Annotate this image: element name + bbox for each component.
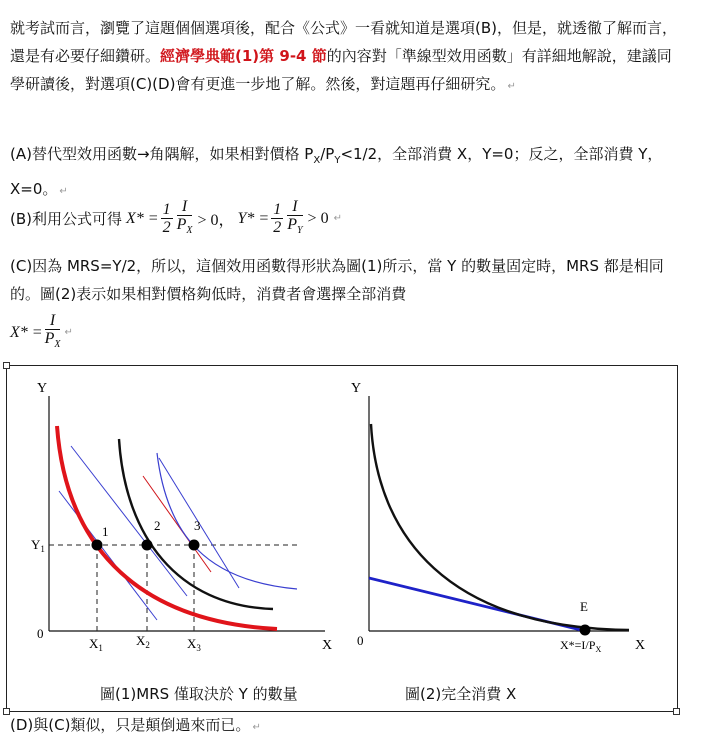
figure-1-caption: 圖(1)MRS 僅取決於 Y 的數量 — [100, 685, 298, 703]
py-subscript: Y — [334, 155, 341, 166]
fig2-y-label: Y — [351, 381, 362, 396]
resize-handle-bottom-left[interactable] — [3, 708, 10, 715]
price-sub-b: Y — [296, 225, 303, 237]
greater-zero: > 0， — [197, 212, 235, 230]
paragraph-mark: ↵ — [252, 722, 261, 733]
y1-label: $Y_1$ — [31, 537, 45, 554]
x-star-numerator: I — [45, 312, 61, 330]
x-star-formula-row — [10, 312, 73, 353]
half-fraction — [161, 201, 173, 236]
intro-text-b: 的內容對「準線型效用函數」有詳細地解說，建議同學研讀後，對選項(C)(D)會有更進一步地了解。然後，對這題再仔細研究。 — [10, 47, 672, 93]
slash-p: /P — [320, 145, 335, 163]
point-1 — [92, 540, 103, 551]
x1-label: $X_1$ — [89, 636, 103, 653]
option-a-text-b: <1/2，全部消費 X，Y=0；反之，全部消費 Y，X=0。 — [10, 145, 663, 198]
option-d-paragraph — [10, 711, 686, 742]
half-numerator: 1 — [162, 201, 171, 219]
budget-line-1 — [59, 491, 157, 620]
option-a-text: (A)替代型效用函數→角隅解，如果相對價格 P — [10, 145, 314, 163]
paragraph-mark: ↵ — [59, 186, 68, 197]
fig2-origin: 0 — [357, 633, 364, 648]
intro-paragraph — [10, 14, 686, 101]
price-denominator: P — [176, 216, 187, 233]
price-sub: X — [186, 225, 193, 237]
paragraph-mark: ↵ — [333, 213, 342, 225]
figure-2-caption: 圖(2)完全消費 X — [405, 685, 517, 703]
income-price-fraction — [177, 198, 193, 239]
point-3 — [189, 540, 200, 551]
indifference-curve-red — [57, 426, 277, 629]
option-d-text: (D)與(C)類似，只是顛倒過來而已。 — [10, 716, 251, 734]
y-star-label: Y* = — [237, 209, 270, 227]
x2-label: $X_2$ — [136, 633, 150, 650]
paragraph-mark: ↵ — [507, 81, 516, 92]
point-3-label: 3 — [194, 518, 201, 533]
px-subscript: X — [313, 155, 321, 166]
half-numerator-b: 1 — [273, 201, 282, 219]
income-numerator: I — [177, 198, 193, 216]
fig1-x-label: X — [322, 638, 333, 653]
option-c-text: (C)因為 MRS=Y/2，所以，這個效用函數得形狀為圖(1)所示，當 Y 的數量固定時，MRS 都是相同的。圖(2)表示如果相對價格夠低時，消費者會選擇全部消費 — [10, 257, 664, 303]
x3-label: $X_3$ — [187, 636, 201, 653]
x-star-axis-label: $X*=I/P_X$ — [560, 638, 602, 654]
resize-handle-top-left[interactable] — [3, 362, 10, 369]
income-numerator-b: I — [287, 198, 302, 216]
fig1-origin: 0 — [37, 626, 44, 641]
option-b-formula-row — [10, 198, 342, 239]
half-denominator: 2 — [162, 219, 171, 237]
fig2-x-label: X — [635, 638, 646, 653]
point-e-label: E — [580, 599, 588, 614]
x-star-fraction — [45, 312, 61, 353]
point-2-label: 2 — [154, 518, 161, 533]
x-star-label-c: X* = — [10, 323, 43, 341]
point-2 — [142, 540, 153, 551]
budget-line-2 — [71, 446, 187, 596]
point-1-label: 1 — [102, 524, 109, 539]
option-c-paragraph — [10, 252, 686, 308]
figure-frame[interactable] — [6, 365, 678, 712]
half-denominator-b: 2 — [273, 219, 282, 237]
paragraph-mark: ↵ — [64, 327, 73, 339]
option-a-paragraph — [10, 140, 686, 206]
income-price-fraction-b — [287, 198, 302, 239]
intro-text-a: 就考試而言，瀏覽了這題個個選項後，配合《公式》一看就知道是選項(B)，但是，就透徹了解而言，還是有必要仔細鑽研。 — [10, 19, 677, 65]
price-denominator-b: P — [287, 216, 297, 233]
figures-svg — [7, 366, 677, 711]
indifference-curve-fig2 — [371, 424, 629, 630]
fig1-y-label: Y — [37, 381, 48, 396]
figure-2 — [351, 381, 645, 654]
greater-zero-b: > 0 — [307, 209, 329, 227]
x-star-den-sub: X — [54, 339, 61, 351]
highlight-reference: 經濟學典範(1)第 9-4 節 — [160, 47, 327, 65]
figure-1 — [31, 381, 332, 653]
half-fraction-b — [271, 201, 283, 236]
x-star-denominator: P — [44, 330, 55, 347]
point-e — [580, 625, 591, 636]
x-star-label: X* = — [126, 209, 159, 227]
option-b-label: (B)利用公式可得 — [10, 210, 122, 229]
